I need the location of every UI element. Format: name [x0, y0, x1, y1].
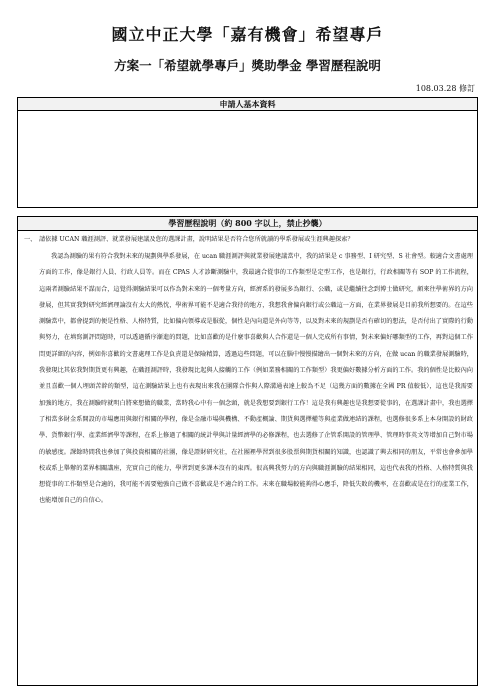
applicant-info-heading: 申請人基本資料 — [18, 98, 477, 111]
page-subtitle: 方案一「希望就學專戶」獎助學金 學習歷程說明 — [114, 58, 381, 73]
question — [24, 236, 473, 244]
applicant-info-box — [17, 97, 478, 208]
answer-text: 我認為測驗的果有符合我對未來的規劃與學系發展，在 ucan 職涯測評與就業發展建議當中，我的結果是 c 事務型、I 研究型、S 社會型。較適合文書處理方面的工作，像是銀行人員、行政人員等。而在 CPAS 人才診斷測驗中，我最適合從事的工作類型是定型工作，也是銀行，行政相關等有 SOP 的工作流程，這兩者測驗結果不謀而合，這覺得測驗結果可以作為對未來的一個考量方向，經濟系的發展多為銀行、公職，或是繼續往念到博士做研究，頗來往學術界的方向發展，但其實我對研究經濟理論沒有太大的熱忱，學術界可能不是適合我待的地方，我想我會偏向銀行或公職這一方面，在業界發展是目前我所想要的。在這些測驗當中，都會提到的便是性格、人格特質，比如偏向領導或是服從，個性是內向還是外向等等，以及對未來的規劃是否有確切的想法，是否付出了實際的行動與努力，在填寫測評問題時，可以透過循序漸進的問題，比如喜歡的是什麼事喜歡與人合作還是一個人完成所有事情，對未來偏好哪類型的工作，再對這個工作問更詳細的內容，例如你喜歡的文書處理工作是負責還是保險精算，透過這些問題，可以在腦中慢慢描繪出一個對未來的方向，在做 ucan 的職業發展測驗時，我發現比其依我對期貨更有興趣，在職涯測評時，我發現比起與人接觸的工作（例如業務相關的工作類型）我更偏好數據分析方面的工作。我的個性是比較內向並且喜歡一個人埋頭苦幹的類型，這在測驗結果上也有表現出來我在團隊合作與人際溝通表達上較為不足（這幾方面的數據在全國 PR 值較低），這也是我需要加強的地方，我在測驗時就明白將來想做的職業，當時我心中有一個念頭，就是我想要到銀行工作！這是我有興趣也是我想要從事的，在選課計畫中，我也選擇了相當多財金系開設的市場應用與銀行相關的學程，像是金融市場與機構、不動產概論、期貨與選擇權等與產業做連結的課程，也選修很多系上本身開設的財政學、貨幣銀行學、產業經濟學等課程，在系上修過了相關的統計學與計量經濟學的必修課程，也去選修了企管系開設的管理學、管理時事英文等增加自己對市場的敏感度。課餘時間我也參加了與投資相關的社團，像是證財研究社，在社團裡學習到很多股票與期貨相關的知識，也認識了興去相同的朋友，平常也會參加學校或系上舉辦的業界相關講座，充實自己的能力，學習到更多課本沒有的東西。很高興我努力的方向與職涯測驗的結果相同，這也代表我的性格、人格特質與我想從事的工作類型是合適的，我可能不需要勉強自己做不喜歡或是不適合的工作。未來在職場較能夠得心應手，降低失敗的機率，在喜歡或是在行的產業工作，也能增加自己的自信心。 — [39, 253, 473, 505]
learning-history-heading: 學習歷程說明（約 800 字以上，禁止抄襲） — [18, 217, 477, 231]
learning-history-box — [17, 216, 478, 686]
question-number: 一、 — [24, 236, 37, 243]
revision-date: 108.03.28 修訂 — [415, 84, 475, 93]
page-title: 國立中正大學「嘉有機會」希望專戶 — [111, 25, 384, 44]
question-text: 請依據 UCAN 職涯測評、就業發展建議及您的選課計畫，說明結果是否符合您所就讀的學系發展或生涯興趣探索？ — [39, 236, 354, 243]
